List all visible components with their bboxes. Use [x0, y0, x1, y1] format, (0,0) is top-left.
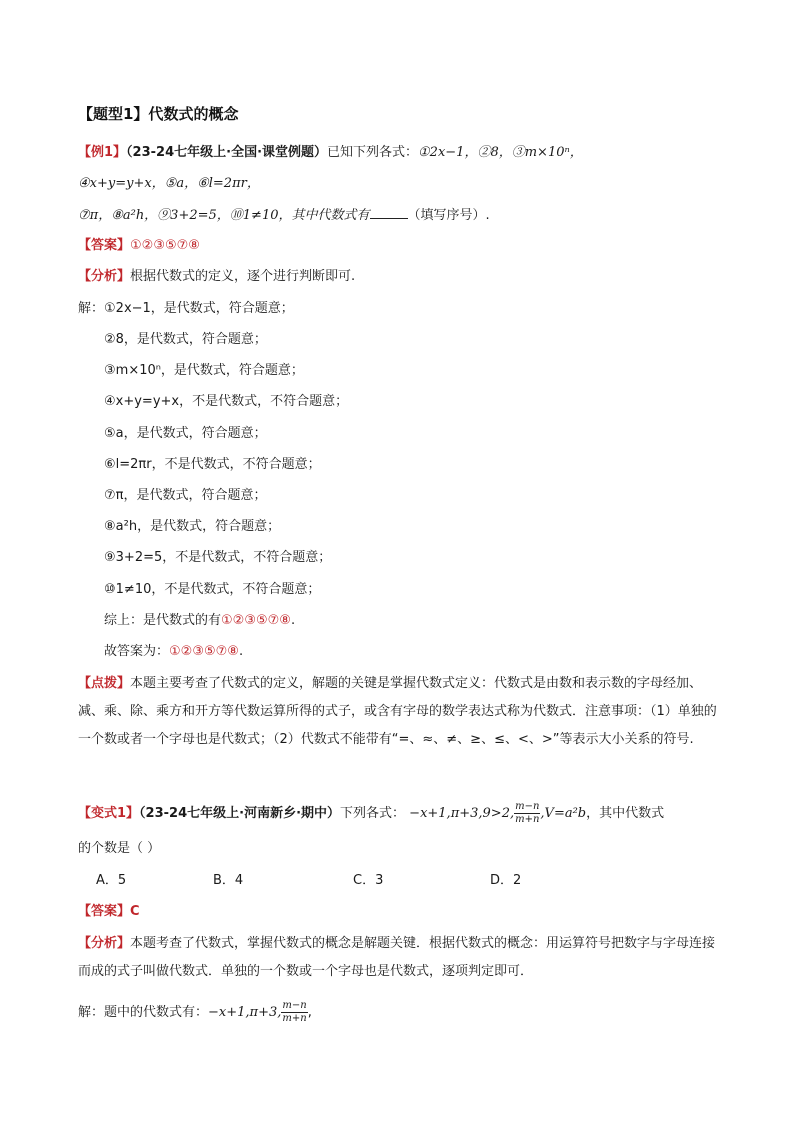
variant-stem-line2: 的个数是（ ） [78, 841, 161, 856]
solution-step: ②8，是代数式，符合题意； [104, 332, 267, 347]
variant-stem-line1 [78, 801, 664, 826]
example-stem-line3 [78, 205, 490, 226]
solution-step: ⑤a，是代数式，符合题意； [104, 426, 267, 441]
variant-expr-after: ,V=a²b [540, 806, 587, 821]
final-value: ①②③⑤⑦⑧ [169, 644, 239, 659]
solution-step [78, 299, 294, 319]
solution-summary: 综上：是代数式的有①②③⑤⑦⑧. [104, 613, 296, 628]
fraction-numerator: m−n [282, 1000, 307, 1011]
solution-step-text: ①2x−1，是代数式，符合题意； [104, 301, 294, 316]
solution2-lead: 解：题中的代数式有： [78, 1005, 209, 1020]
option-a: A．5 [96, 873, 127, 888]
solution-lead: 解： [78, 301, 105, 316]
solution2-tail: , [307, 1005, 312, 1020]
solution-step: ⑨3+2=5，不是代数式，不符合题意； [104, 550, 332, 565]
example-source: （23-24七年级上·全国·课堂例题） [126, 145, 328, 160]
option-c: C．3 [353, 873, 384, 888]
dianbo-tag: 【点拨】 [78, 676, 131, 691]
analysis-tag: 【分析】 [78, 269, 131, 284]
solution-step: ④x+y=y+x，不是代数式，不符合题意； [104, 394, 349, 409]
answer-value: ①②③⑤⑦⑧ [130, 238, 200, 253]
dianbo-paragraph [78, 670, 726, 754]
solution-step: ⑧a²h，是代数式，符合题意； [104, 519, 281, 534]
example-stem-lead: 已知下列各式： [327, 145, 419, 160]
variant-fraction [514, 801, 540, 826]
summary-lead: 综上：是代数式的有 [104, 613, 222, 628]
example-items-line3: ⑦π，⑧a²h，⑨3+2=5，⑩1≠10，其中代数式有 [78, 208, 370, 223]
solution-step: ⑩1≠10，不是代数式，不符合题意； [104, 582, 321, 597]
example-items-line2: ④x+y=y+x，⑤a，⑥l=2πr， [78, 176, 260, 191]
example-items-line1: ①2x−1，②8，③m×10ⁿ， [418, 145, 583, 160]
answer2-tag: 【答案】 [78, 904, 131, 919]
variant-source: （23-24七年级上·河南新乡·期中） [139, 806, 341, 821]
variant-tag: 【变式1】 [78, 806, 140, 821]
solution2-fraction [281, 1000, 307, 1025]
option-b: B．4 [213, 873, 244, 888]
solution-final: 故答案为：①②③⑤⑦⑧. [104, 644, 244, 659]
fraction-denominator: m+n [282, 1013, 307, 1024]
solution-step: ⑦π，是代数式，符合题意； [104, 488, 267, 503]
variant-stem-end: ，其中代数式 [586, 806, 665, 821]
final-lead: 故答案为： [104, 644, 170, 659]
variant-expr-before: −x+1,π+3,9>2, [409, 806, 515, 821]
answer2-line [78, 902, 140, 922]
example-tag: 【例1】 [78, 145, 127, 160]
fraction-numerator: m−n [515, 801, 540, 812]
solution-step: ③m×10ⁿ，是代数式，符合题意； [104, 363, 304, 378]
analysis2-text: 本题考查了代数式，掌握代数式的概念是解题关键．根据代数式的概念：用运算符号把数字与字母连接而成的式子叫做代数式．单独的一个数或一个字母也是代数式，逐项判定即可． [78, 936, 716, 979]
analysis2-tag: 【分析】 [78, 936, 131, 951]
analysis-line [78, 267, 355, 287]
options-row [96, 871, 696, 891]
answer-line [78, 236, 200, 256]
summary-value: ①②③⑤⑦⑧ [221, 613, 291, 628]
analysis-text: 根据代数式的定义，逐个进行判断即可. [130, 269, 356, 284]
solution2-expr: −x+1,π+3, [208, 1005, 282, 1020]
example-stem-line1 [78, 143, 583, 163]
answer2-value: C [130, 904, 140, 919]
answer-tag: 【答案】 [78, 238, 131, 253]
solution-step: ⑥l=2πr，不是代数式，不符合题意； [104, 457, 321, 472]
dianbo-text: 本题主要考查了代数式的定义，解题的关键是掌握代数式定义：代数式是由数和表示数的字母经加、减、乘、除、乘方和开方等代数运算所得的式子，或含有字母的数学表达式称为代数式．注意事项：（1）单独的一个数或者一个字母也是代数式；（2）代数式不能带有“=、≈、≠、≥、≤、<、>”等表示大小关系的符号. [78, 676, 717, 747]
fraction-denominator: m+n [515, 814, 540, 825]
example-stem-end: （填写序号）. [407, 208, 490, 223]
section-title: 【题型1】代数式的概念 [78, 105, 239, 123]
answer-blank [370, 205, 408, 219]
variant-stem-lead: 下列各式： [340, 806, 406, 821]
analysis2-paragraph [78, 930, 726, 986]
solution2-line [78, 1000, 312, 1025]
option-d: D．2 [490, 873, 522, 888]
